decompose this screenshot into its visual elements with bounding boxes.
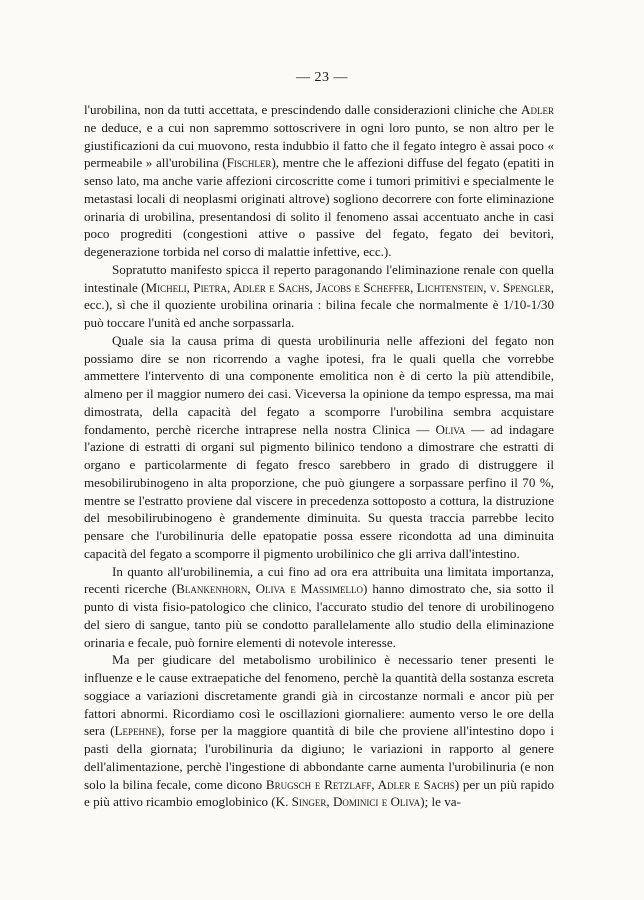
paragraph bbox=[84, 332, 554, 563]
paragraph bbox=[84, 101, 554, 261]
author-citation: Oliva bbox=[435, 421, 466, 437]
paragraph-text: ), forse per la maggiore quantità di bile che proviene all'intestino dopo i pasti della giornata; l'urobilinuria da digiuno; le variazioni in rapporto al genere dell'alimentazione, perchè l'ingestione di abbondante carne aumenta l'urobilinuria (e non solo la bilina fecale, come dicono bbox=[84, 723, 554, 792]
paragraph bbox=[84, 651, 554, 811]
body-text bbox=[84, 101, 554, 811]
author-citation: Adler bbox=[521, 102, 554, 117]
paragraph-text: l'urobilina, non da tutti accettata, e prescindendo dalle considerazioni cliniche che bbox=[84, 102, 522, 117]
paragraph-text: ) per un più rapido e più attivo ricambio emoglobinico ( bbox=[84, 776, 555, 810]
paragraph-text: Ma per giudicare del metabolismo urobilinico è necessario tener presenti le influenze e le cause extraepatiche del fenomeno, perchè la quantità della sostanza escreta soggiace a variazioni discretamente grandi già in circostanze normali e ancor più per fattori abnormi. Ricordiamo così le oscillazioni giornaliere: aumento verso le ore della sera ( bbox=[84, 652, 554, 739]
paragraph bbox=[84, 563, 554, 652]
paragraph-text: ), mentre che le affezioni diffuse del fegato (epatiti in senso lato, ma anche varie affezioni circoscritte come i tumori primitivi e specialmente le metastasi locali di neoplasmi originati altrove) sogliono decorrere con forte eliminazione orinaria di urobilina, presentandosi di solito il fenomeno assai accentuato anche in casi poco progrediti (congestioni attive o passive del fegato, fegato dei bevitori, degenerazione torbida nel corso di malattie infettive, ecc.). bbox=[84, 155, 554, 259]
author-citation: Lepehne bbox=[114, 723, 158, 739]
paragraph-text: , ecc.), sì che il quoziente urobilina orinaria : bilina fecale che normalmente è 1/10-1/30 può toccare l'unità ed anche sorpassarla. bbox=[84, 279, 554, 330]
paragraph-text: ) hanno dimostrato che, sia sotto il punto di vista fisio-patologico che clinico, l'accurato studio del tenore di urobilinogeno del siero di sangue, tanto più se condotto parallelamente allo studio della eliminazione orinaria e fecale, può fornire elementi di notevole interesse. bbox=[84, 581, 554, 650]
author-citation: Micheli, Pietra, Adler e Sachs, Jacobs e Scheffer, Lichtenstein, v. Spengler bbox=[145, 279, 551, 295]
paragraph bbox=[84, 261, 554, 332]
author-citation: Fischler bbox=[226, 155, 272, 171]
paragraph-text: ); le va- bbox=[420, 794, 461, 810]
paragraph-text: — ad indagare l'azione di estratti di organi sul pigmento bilinico tendono a dimostrare che estratti di organo e particolarmente di fegato fresco sarebbero in grado di distruggere il mesobilirubinogeno in alta proporzione, che può giungere a sorpassare perfino il 70 %, mentre se l'estratto proviene dal viscere in precedenza sottoposto a cottura, la distruzione del mesobilirubinogeno è grandemente diminuita. Su questa traccia parrebbe lecito pensare che l'urobilinuria delle epatopatie possa essere ricondotta ad una diminuita capacità del fegato a scomporre il pigmento urobilinico che gli arriva dall'intestino. bbox=[84, 421, 554, 561]
paragraph-text: Quale sia la causa prima di questa urobilinuria nelle affezioni del fegato non possiamo dire se non ricorrendo a vaghe ipotesi, fra le quali quella che vorrebbe ammettere l'intervento di una componente emolitica non è di certo la più attendibile, almeno per il maggior numero dei casi. Viceversa la opinione da tempo espressa, ma mai dimostrata, della capacità del fegato a scomporre l'urobilina sembra acquistare fondamento, perchè ricerche intraprese nella nostra Clinica — bbox=[84, 332, 554, 437]
author-citation: Brugsch e Retzlaff, Adler e Sachs bbox=[265, 776, 455, 792]
paragraph-text: Sopratutto manifesto spicca il reperto paragonando l'eliminazione renale con quella intestinale ( bbox=[84, 261, 554, 295]
paragraph-text: In quanto all'urobilinemia, a cui fino ad ora era attribuita una limitata importanza, recenti ricerche ( bbox=[84, 563, 554, 597]
author-citation: K. Singer, Dominici e Oliva bbox=[275, 794, 421, 810]
paragraph-text: ne deduce, e a cui non sapremmo sottoscrivere in ogni loro punto, se non altro per le giustificazioni da cui muovono, resta indubbio il fatto che il fegato integro è assai poco « permeabile » all'urobilina ( bbox=[84, 119, 554, 171]
author-citation: Blankenhorn, Oliva e Massimello bbox=[176, 581, 363, 597]
page-number: — 23 — bbox=[296, 70, 348, 85]
